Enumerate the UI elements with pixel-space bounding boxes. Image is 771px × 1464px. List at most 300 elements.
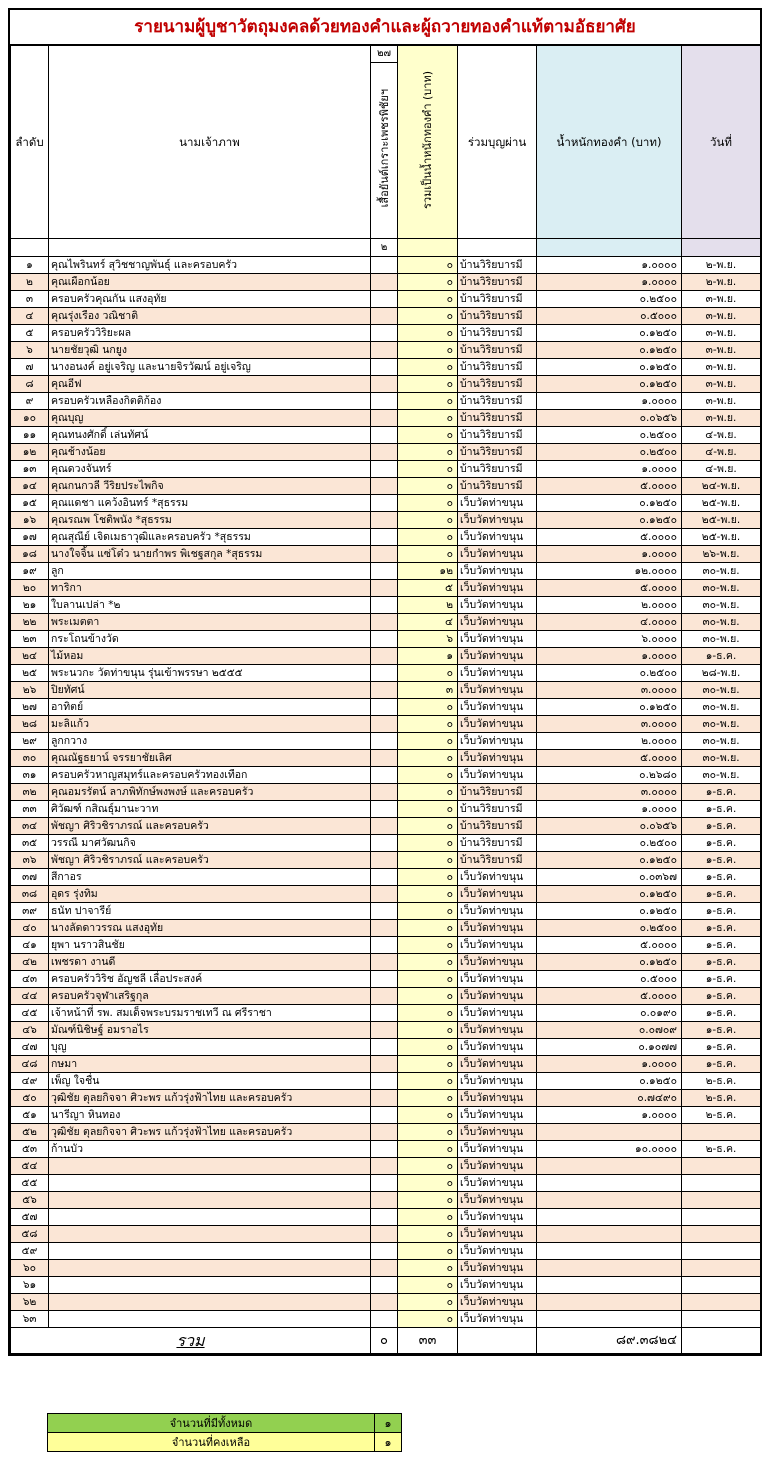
row-vest [371,920,398,937]
row-gold: ๐ [398,1073,458,1090]
row-vest [371,291,398,308]
row-no: ๒๙ [11,733,49,750]
row-gold: ๐ [398,1107,458,1124]
table-row [11,1056,761,1073]
table-row [11,1311,761,1328]
row-vest [371,1175,398,1192]
table-row [11,920,761,937]
table-row [11,801,761,818]
table-row [11,1158,761,1175]
table-row [11,1073,761,1090]
row-no: ๒๐ [11,580,49,597]
row-no: ๔๑ [11,937,49,954]
row-name: ปิยทัศน์ [49,682,371,699]
row-weight: ๓.๐๐๐๐ [537,784,682,801]
row-name: ลูกกวาง [49,733,371,750]
row-gold: ๔ [398,614,458,631]
table-row [11,1090,761,1107]
row-date: ๓๐-พ.ย. [682,614,761,631]
row-channel: เว็บวัดท่าขนุน [458,1090,537,1107]
total-vest: ๐ [371,1328,398,1354]
row-vest [371,818,398,835]
row-no: ๔๖ [11,1022,49,1039]
row-vest [371,427,398,444]
row-channel: เว็บวัดท่าขนุน [458,665,537,682]
row-no: ๙ [11,393,49,410]
row-name: ศิวัฒฑ์ กสิณธุ์มานะวาท [49,801,371,818]
row-channel: เว็บวัดท่าขนุน [458,1311,537,1328]
row-weight: ๐.๑๒๕๐ [537,325,682,342]
row-weight: ๐.๐๗๐๙ [537,1022,682,1039]
row-name [49,1192,371,1209]
row-vest [371,631,398,648]
row-weight [537,1192,682,1209]
row-no: ๓๔ [11,818,49,835]
row-name [49,1311,371,1328]
table-row [11,699,761,716]
row-gold: ๐ [398,1124,458,1141]
spreadsheet [8,8,762,1356]
row-no: ๑๖ [11,512,49,529]
summary-row-total [48,1414,402,1433]
row-weight: ๐.๐๖๕๖ [537,410,682,427]
row-weight: ๒.๐๐๐๐ [537,733,682,750]
row-name: เจ้าหน้าที่ รพ. สมเด็จพระบรมราชเทวี ณ ศรีราชา [49,1005,371,1022]
row-name: คุณไพรินทร์ สุวิชชาญพันธุ์ และครอบครัว [49,257,371,274]
header-name: นามเจ้าภาพ [49,46,371,239]
row-weight [537,1260,682,1277]
table-row [11,325,761,342]
row-date: ๔-พ.ย. [682,427,761,444]
row-channel: บ้านวิริยบารมี [458,257,537,274]
row-date: ๒๕-พ.ย. [682,512,761,529]
row-no: ๑๓ [11,461,49,478]
row-no: ๘ [11,376,49,393]
row-weight: ๐.๐๑๙๐ [537,1005,682,1022]
row-date: ๓๐-พ.ย. [682,750,761,767]
row-no: ๓๘ [11,886,49,903]
row-channel: บ้านวิริยบารมี [458,478,537,495]
row-no: ๒๒ [11,614,49,631]
row-date: ๑-ธ.ค. [682,835,761,852]
row-no: ๔๔ [11,988,49,1005]
row-vest [371,835,398,852]
row-no: ๓๙ [11,903,49,920]
row-no: ๒๖ [11,682,49,699]
table-row [11,393,761,410]
table-row [11,1260,761,1277]
row-channel: บ้านวิริยบารมี [458,376,537,393]
row-gold: ๐ [398,767,458,784]
row-name: ครอบครัววิริช อัญชลี เลื่อประสงค์ [49,971,371,988]
row-vest [371,1039,398,1056]
row-vest [371,750,398,767]
row-no: ๒๕ [11,665,49,682]
row-name: นายชัยวุฒิ นกยูง [49,342,371,359]
row-channel: บ้านวิริยบารมี [458,784,537,801]
header-channel: ร่วมบุญผ่าน [458,46,537,239]
row-date: ๒๔-พ.ย. [682,478,761,495]
row-weight [537,1209,682,1226]
table-row [11,750,761,767]
row-date: ๓๐-พ.ย. [682,699,761,716]
table-row [11,733,761,750]
row-no: ๓๒ [11,784,49,801]
row-date [682,1311,761,1328]
row-vest [371,699,398,716]
row-channel: เว็บวัดท่าขนุน [458,1192,537,1209]
row-weight: ๐.๑๒๕๐ [537,495,682,512]
row-date: ๓๐-พ.ย. [682,733,761,750]
row-no: ๑๕ [11,495,49,512]
row-channel: บ้านวิริยบารมี [458,427,537,444]
row-date [682,1243,761,1260]
table-row [11,1294,761,1311]
row-date: ๑-ธ.ค. [682,784,761,801]
row-gold: ๐ [398,886,458,903]
row-date [682,1192,761,1209]
row-weight: ๑.๐๐๐๐ [537,1107,682,1124]
row-no: ๕๙ [11,1243,49,1260]
row-date: ๒-พ.ย. [682,274,761,291]
row-name: นางใจจิ้น แซ่โต๋ว นายกำพร พิเชฐสกุล *สุธรรม [49,546,371,563]
row-gold: ๐ [398,376,458,393]
row-name: พัชญา ศิริวชิราภรณ์ และครอบครัว [49,818,371,835]
row-no: ๒๗ [11,699,49,716]
row-name: คุณอมรรัตน์ ลาภพิทักษ์พงพงษ์ และครอบครัว [49,784,371,801]
row-channel: เว็บวัดท่าขนุน [458,1124,537,1141]
table-row [11,1005,761,1022]
row-weight: ๐.๑๒๕๐ [537,886,682,903]
row-channel: เว็บวัดท่าขนุน [458,1260,537,1277]
row-name [49,1175,371,1192]
row-weight: ๖.๐๐๐๐ [537,631,682,648]
table-row [11,903,761,920]
row-no: ๕๔ [11,1158,49,1175]
row-weight: ๕.๐๐๐๐ [537,529,682,546]
row-date: ๑-ธ.ค. [682,954,761,971]
row-date: ๓๐-พ.ย. [682,716,761,733]
row-weight: ๑.๐๐๐๐ [537,801,682,818]
row-gold: ๐ [398,937,458,954]
row-weight: ๐.๑๒๕๐ [537,359,682,376]
row-date: ๑-ธ.ค. [682,903,761,920]
row-date: ๓-พ.ย. [682,393,761,410]
row-no: ๓๗ [11,869,49,886]
header-vest: เสื้อยันต์เกราะเพชรพิชัยฯ [371,63,398,239]
row-weight: ๕.๐๐๐๐ [537,478,682,495]
row-gold: ๐ [398,1056,458,1073]
table-row [11,529,761,546]
row-channel: เว็บวัดท่าขนุน [458,716,537,733]
row-vest [371,1192,398,1209]
row-name: มะลิแก้ว [49,716,371,733]
row-weight: ๐.๒๕๐๐ [537,835,682,852]
row-no: ๑๐ [11,410,49,427]
row-name: ทาริกา [49,580,371,597]
row-vest [371,801,398,818]
row-channel: บ้านวิริยบารมี [458,444,537,461]
row-no: ๖๐ [11,1260,49,1277]
table-row [11,274,761,291]
row-date: ๑-ธ.ค. [682,886,761,903]
row-channel: เว็บวัดท่าขนุน [458,512,537,529]
row-channel: เว็บวัดท่าขนุน [458,563,537,580]
row-weight: ๐.๑๒๕๐ [537,342,682,359]
row-name: กระโถนข้างวัด [49,631,371,648]
row-name: คุณรุ่งเรือง วณิชาติ [49,308,371,325]
row-channel: เว็บวัดท่าขนุน [458,648,537,665]
row-channel: เว็บวัดท่าขนุน [458,1243,537,1260]
row-date: ๒๕-พ.ย. [682,495,761,512]
row-date: ๑-ธ.ค. [682,937,761,954]
table-row [11,784,761,801]
row-gold: ๐ [398,1192,458,1209]
row-date: ๓๐-พ.ย. [682,563,761,580]
row-gold: ๐ [398,1005,458,1022]
row-no: ๓๖ [11,852,49,869]
row-name: คุณทนงศักดิ์ เล่นทัศน์ [49,427,371,444]
row-vest [371,716,398,733]
row-vest [371,546,398,563]
row-weight: ๐.๒๕๐๐ [537,920,682,937]
row-gold: ๐ [398,478,458,495]
row-date: ๓-พ.ย. [682,308,761,325]
table-row [11,818,761,835]
row-name: คุณรณพ โชติพนัง *สุธรรม [49,512,371,529]
row-gold: ๐ [398,1277,458,1294]
total-weight: ๘๙.๓๘๒๔ [537,1328,682,1354]
row-channel: เว็บวัดท่าขนุน [458,682,537,699]
row-gold: ๐ [398,257,458,274]
table-row [11,1226,761,1243]
row-no: ๓๑ [11,767,49,784]
donor-table [10,45,761,1354]
row-gold: ๑ [398,648,458,665]
row-no: ๑๑ [11,427,49,444]
table-row [11,1209,761,1226]
row-weight: ๕.๐๐๐๐ [537,988,682,1005]
table-row [11,1124,761,1141]
row-date [682,1124,761,1141]
row-vest [371,1260,398,1277]
row-channel: บ้านวิริยบารมี [458,818,537,835]
row-no: ๒ [11,274,49,291]
row-no: ๒๓ [11,631,49,648]
row-name: อุดร รุ่งทิม [49,886,371,903]
table-row [11,359,761,376]
row-name: บุญ [49,1039,371,1056]
row-vest [371,682,398,699]
row-no: ๕๖ [11,1192,49,1209]
row-date: ๒-ธ.ค. [682,1073,761,1090]
row-name: ก้านบัว [49,1141,371,1158]
row-vest [371,1022,398,1039]
row-weight: ๐.๑๒๕๐ [537,376,682,393]
row-no: ๕๓ [11,1141,49,1158]
row-vest [371,1277,398,1294]
row-channel: เว็บวัดท่าขนุน [458,954,537,971]
row-name [49,1158,371,1175]
row-weight: ๑๐.๐๐๐๐ [537,1141,682,1158]
table-row [11,886,761,903]
row-weight: ๑.๐๐๐๐ [537,546,682,563]
row-name: ยุพา นราวสินชัย [49,937,371,954]
row-date: ๓-พ.ย. [682,342,761,359]
row-weight: ๐.๑๒๕๐ [537,1073,682,1090]
row-no: ๑๙ [11,563,49,580]
row-no: ๑ [11,257,49,274]
row-gold: ๐ [398,988,458,1005]
row-vest [371,733,398,750]
row-channel: เว็บวัดท่าขนุน [458,1141,537,1158]
row-no: ๕ [11,325,49,342]
table-row [11,342,761,359]
row-date: ๓๐-พ.ย. [682,597,761,614]
row-date: ๑-ธ.ค. [682,1039,761,1056]
row-date: ๔-พ.ย. [682,444,761,461]
row-gold: ๐ [398,1141,458,1158]
row-no: ๗ [11,359,49,376]
row-vest [371,529,398,546]
row-no: ๓๐ [11,750,49,767]
row-date: ๒-ธ.ค. [682,1107,761,1124]
row-gold: ๐ [398,971,458,988]
row-channel: เว็บวัดท่าขนุน [458,886,537,903]
row-channel: เว็บวัดท่าขนุน [458,546,537,563]
row-gold: ๐ [398,818,458,835]
header-vest-bottom: ๒ [371,239,398,257]
header-date: วันที่ [682,46,761,239]
summary-table [47,1413,402,1452]
row-gold: ๐ [398,1090,458,1107]
row-date: ๑-ธ.ค. [682,1022,761,1039]
row-name: สีกาอร [49,869,371,886]
row-name: นางอนงค์ อยู่เจริญ และนายจิรวัฒน์ อยู่เจริญ [49,359,371,376]
row-vest [371,886,398,903]
row-channel: เว็บวัดท่าขนุน [458,631,537,648]
row-name: คุณสุณีย์ เจิดเมธาวุฒิและครอบครัว *สุธรรม [49,529,371,546]
row-vest [371,1141,398,1158]
table-row [11,546,761,563]
row-channel: เว็บวัดท่าขนุน [458,903,537,920]
row-gold: ๐ [398,699,458,716]
row-name: คุณแดชา แคว้งอินทร์ *สุธรรม [49,495,371,512]
row-name: คุณกนกวลี วีริยประไพกิจ [49,478,371,495]
header-weight: น้ำหนักทองคำ (บาท) [537,46,682,239]
row-gold: ๐ [398,903,458,920]
row-no: ๑๔ [11,478,49,495]
table-row [11,495,761,512]
row-weight [537,1294,682,1311]
row-vest [371,512,398,529]
row-vest [371,461,398,478]
table-row [11,1277,761,1294]
row-vest [371,1005,398,1022]
row-gold: ๐ [398,427,458,444]
row-vest [371,478,398,495]
row-name: คุณอีฟ [49,376,371,393]
row-date: ๑-ธ.ค. [682,920,761,937]
row-date: ๓-พ.ย. [682,410,761,427]
row-vest [371,257,398,274]
row-no: ๓๓ [11,801,49,818]
row-no: ๔ [11,308,49,325]
row-date: ๓๐-พ.ย. [682,767,761,784]
row-no: ๓๕ [11,835,49,852]
row-name: อาทิตย์ [49,699,371,716]
row-gold: ๐ [398,835,458,852]
row-weight: ๐.๒๕๐๐ [537,665,682,682]
row-name: คุณช้างน้อย [49,444,371,461]
row-date: ๓-พ.ย. [682,359,761,376]
row-weight: ๑.๐๐๐๐ [537,274,682,291]
row-date: ๑-ธ.ค. [682,818,761,835]
row-gold: ๐ [398,274,458,291]
row-weight [537,1277,682,1294]
summary-label: จำนวนที่มีทั้งหมด [48,1414,375,1433]
row-channel: เว็บวัดท่าขนุน [458,1039,537,1056]
row-weight: ๔.๐๐๐๐ [537,614,682,631]
row-weight: ๕.๐๐๐๐ [537,580,682,597]
row-no: ๕๕ [11,1175,49,1192]
row-date: ๓๐-พ.ย. [682,580,761,597]
row-gold: ๐ [398,546,458,563]
row-no: ๓ [11,291,49,308]
row-gold: ๐ [398,716,458,733]
table-row [11,682,761,699]
row-gold: ๐ [398,784,458,801]
row-gold: ๐ [398,529,458,546]
row-name: ครอบครัวจุฬาเสริฐกุล [49,988,371,1005]
table-row [11,291,761,308]
row-vest [371,1073,398,1090]
row-gold: ๐ [398,665,458,682]
row-name: เพ็ญ ใจชื่น [49,1073,371,1090]
row-gold: ๐ [398,1175,458,1192]
row-vest [371,852,398,869]
row-channel: บ้านวิริยบารมี [458,274,537,291]
table-row [11,614,761,631]
row-no: ๔๘ [11,1056,49,1073]
row-gold: ๐ [398,852,458,869]
row-channel: เว็บวัดท่าขนุน [458,1175,537,1192]
row-channel: บ้านวิริยบารมี [458,461,537,478]
row-channel: เว็บวัดท่าขนุน [458,750,537,767]
row-gold: ๐ [398,1243,458,1260]
table-row [11,580,761,597]
row-gold: ๓ [398,682,458,699]
row-channel: เว็บวัดท่าขนุน [458,1056,537,1073]
row-name [49,1209,371,1226]
table-row [11,835,761,852]
row-name: นารีญา หินทอง [49,1107,371,1124]
row-weight [537,1158,682,1175]
table-row [11,257,761,274]
row-vest [371,1124,398,1141]
row-gold: ๐ [398,512,458,529]
row-vest [371,444,398,461]
row-name: ครอบครัวหาญสมุทร์และครอบครัวทองเทือก [49,767,371,784]
row-no: ๕๑ [11,1107,49,1124]
row-gold: ๐ [398,342,458,359]
table-row [11,308,761,325]
table-row [11,478,761,495]
row-weight [537,1243,682,1260]
summary-value: ๑ [375,1414,402,1433]
row-name [49,1243,371,1260]
row-weight: ๑.๐๐๐๐ [537,1056,682,1073]
